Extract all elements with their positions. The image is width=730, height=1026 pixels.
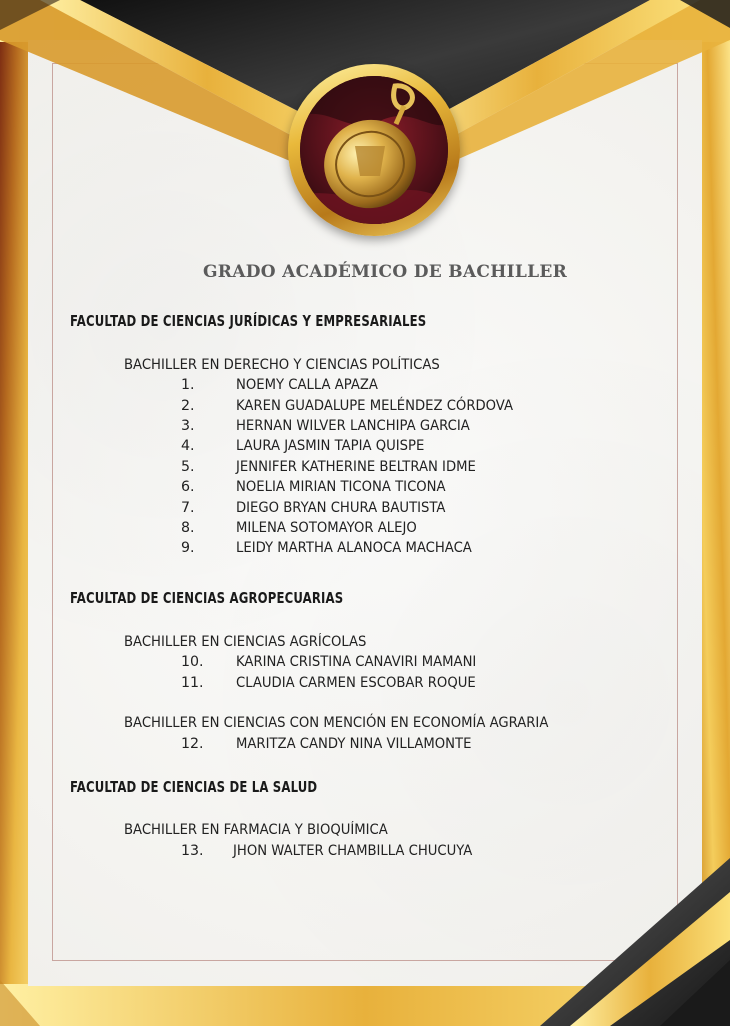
graduate-name: NOEMY CALLA APAZA xyxy=(236,377,378,393)
graduate-number: 1. xyxy=(181,377,195,393)
graduate-name: JHON WALTER CHAMBILLA CHUCUYA xyxy=(233,843,473,859)
degree-title: BACHILLER EN DERECHO Y CIENCIAS POLÍTICAS xyxy=(124,357,440,373)
graduate-number: 5. xyxy=(181,459,195,475)
graduate-name: MARITZA CANDY NINA VILLAMONTE xyxy=(236,736,472,752)
graduate-number: 6. xyxy=(181,479,195,495)
graduate-name: CLAUDIA CARMEN ESCOBAR ROQUE xyxy=(236,675,476,691)
graduate-name: KARINA CRISTINA CANAVIRI MAMANI xyxy=(236,654,477,670)
graduate-number: 10. xyxy=(181,654,204,670)
graduate-number: 7. xyxy=(181,500,195,516)
graduate-name: DIEGO BRYAN CHURA BAUTISTA xyxy=(236,500,446,516)
degree-title: BACHILLER EN CIENCIAS AGRÍCOLAS xyxy=(124,634,367,650)
degree-title: BACHILLER EN CIENCIAS CON MENCIÓN EN ECONOMÍA AGRARIA xyxy=(124,715,549,731)
graduate-number: 11. xyxy=(181,675,204,691)
graduate-number: 8. xyxy=(181,520,195,536)
faculty-heading: FACULTAD DE CIENCIAS DE LA SALUD xyxy=(70,778,318,796)
graduate-number: 3. xyxy=(181,418,195,434)
graduate-name: JENNIFER KATHERINE BELTRAN IDME xyxy=(236,459,476,475)
graduate-name: LAURA JASMIN TAPIA QUISPE xyxy=(236,438,425,454)
graduate-name: NOELIA MIRIAN TICONA TICONA xyxy=(236,479,446,495)
degree-title: BACHILLER EN FARMACIA Y BIOQUÍMICA xyxy=(124,822,388,838)
graduate-name: HERNAN WILVER LANCHIPA GARCIA xyxy=(236,418,470,434)
faculty-heading: FACULTAD DE CIENCIAS AGROPECUARIAS xyxy=(70,589,344,607)
faculty-heading: FACULTAD DE CIENCIAS JURÍDICAS Y EMPRESARIALES xyxy=(70,312,427,330)
graduate-name: LEIDY MARTHA ALANOCA MACHACA xyxy=(236,540,472,556)
graduate-name: MILENA SOTOMAYOR ALEJO xyxy=(236,520,417,536)
graduate-number: 2. xyxy=(181,398,195,414)
graduate-name: KAREN GUADALUPE MELÉNDEZ CÓRDOVA xyxy=(236,398,514,414)
graduate-number: 12. xyxy=(181,736,204,752)
graduate-number: 4. xyxy=(181,438,195,454)
certificate-title: GRADO ACADÉMICO DE BACHILLER xyxy=(202,262,568,282)
graduate-number: 13. xyxy=(181,843,204,859)
graduate-number: 9. xyxy=(181,540,195,556)
